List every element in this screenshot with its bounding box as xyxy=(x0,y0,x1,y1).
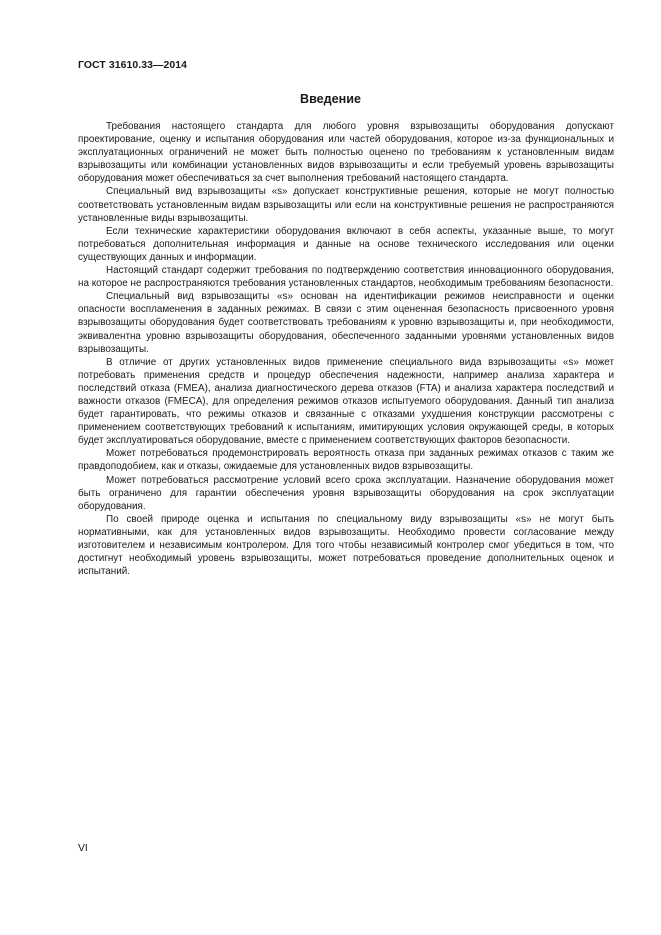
paragraph: Специальный вид взрывозащиты «s» основан на идентификации режимов неисправности и оценки опасности воспламенения в заданных режимах. В связи с этим оцененная безопасность присвоенного уровня взрывозащиты оборудования будет соответствовать требованиям к уровню взрывозащиты и, при необходимости, эквивалентна уровню взрывозащиты оборудования, обеспеченного заданными уровнями установленных видов взрывозащиты. xyxy=(78,291,614,355)
paragraph: Может потребоваться продемонстрировать вероятность отказа при заданных режимах отказов с таким же правдоподобием, как и отказы, ожидаемые для установленных видов взрывозащиты. xyxy=(78,448,614,473)
paragraph: Если технические характеристики оборудования включают в себя аспекты, указанные выше, то могут потребоваться дополнительная информация и данные на основе технического исследования или оценки существующих данных и информации. xyxy=(78,225,614,263)
body-text xyxy=(78,120,614,578)
section-title: Введение xyxy=(299,92,362,106)
paragraph: Требования настоящего стандарта для любого уровня взрывозащиты оборудования допускают проектирование, оценку и испытания оборудования или частей оборудования, которое из-за функциональных и эксплуатационных ограничений не может быть полностью оценено по требованиям к установленным видам взрывозащиты или комбинации установленных видов взрывозащиты и если требуемый уровень взрывозащиты оборудования может обеспечиваться за счет выполнения требований настоящего стандарта. xyxy=(78,121,614,185)
paragraph: Настоящий стандарт содержит требования по подтверждению соответствия инновационного оборудования, на которое не распространяются требования установленных стандартов, необходимым требованиям безопасности. xyxy=(78,265,614,290)
paragraph: По своей природе оценка и испытания по специальному виду взрывозащиты «s» не могут быть нормативными, как для установленных видов взрывозащиты. Необходимо провести согласование между изготовителем и независимым контролером. Для того чтобы независимый контролер смог убедиться в том, что достигнут необходимый уровень взрывозащиты, может потребоваться проведение дополнительных оценок и испытаний. xyxy=(78,513,614,578)
paragraph: В отличие от других установленных видов применение специального вида взрывозащиты «s» может потребовать применения средств и процедур обеспечения надежности, например анализа характера и последствий отказа (FMEA), анализа диагностического дерева отказов (FTA) и анализа характера последствий и важности отказов (FMECA), для определения режимов отказов испытуемого оборудования. Данный тип анализа будет гарантировать, что режимы отказов и связанные с отказами ухудшения конструкции рассмотрены с применением соответствующих требований к испытаниям, имитирующих условия окружающей среды, в которых будет эксплуатироваться оборудование, вместе с применением соответствующих факторов безопасности. xyxy=(78,356,614,447)
document-header: ГОСТ 31610.33—2014 xyxy=(78,60,187,71)
paragraph: Специальный вид взрывозащиты «s» допускает конструктивные решения, которые не могут полностью соответствовать установленным видам взрывозащиты или если на конструктивные решения не распространяются установленные виды взрывозащиты. xyxy=(78,186,614,224)
page-number: VI xyxy=(78,843,88,854)
paragraph: Может потребоваться рассмотрение условий всего срока эксплуатации. Назначение оборудования может быть ограничено для гарантии обеспечения уровня взрывозащиты оборудования на срок эксплуатации оборудования. xyxy=(78,474,614,512)
